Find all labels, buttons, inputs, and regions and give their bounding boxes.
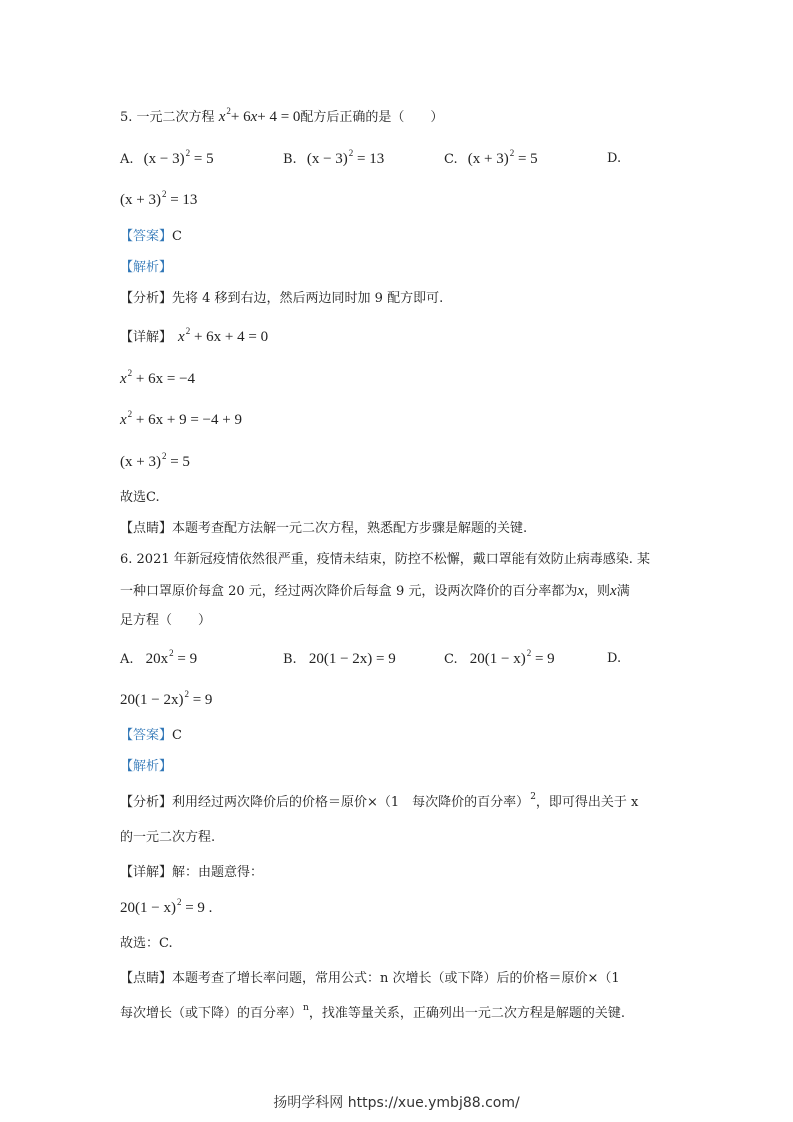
q6-fenxi: 【分析】利用经过两次降价后的价格＝原价×（1 每次降价的百分率）$^2$，即可得出关于 x bbox=[120, 792, 639, 810]
q6-step: $20(1 - x)^2 = 9$ . bbox=[120, 897, 213, 916]
q6-analysis-tag: 【解析】 bbox=[120, 759, 173, 774]
q6-dianjing: 【点睛】本题考查了增长率问题，常用公式：n 次增长（或下降）后的价格＝原价×（1 bbox=[120, 971, 620, 986]
q5-option-a: A. $(x - 3)^2 = 5$ bbox=[120, 148, 214, 167]
q5-stem-text-2: 配方后正确的是（ ） bbox=[300, 110, 444, 125]
q6-option-d: $20(1 - 2x)^2 = 9$ bbox=[120, 689, 213, 708]
q5-analysis-tag: 【解析】 bbox=[120, 260, 173, 275]
q6-xiangjie: 【详解】解：由题意得： bbox=[120, 865, 264, 880]
q6-answer: 【答案】C bbox=[120, 728, 182, 743]
q5-stem bbox=[120, 108, 443, 127]
q5-option-c: C. $(x + 3)^2 = 5$ bbox=[444, 148, 538, 167]
q6-option-b: B. 20(1 − 2x) = 9 bbox=[283, 651, 396, 667]
q6-option-c: C. $20(1 - x)^2 = 9$ bbox=[444, 648, 555, 667]
q5-option-d: $(x + 3)^2 = 13$ bbox=[120, 189, 198, 208]
q6-option-d-label: D. bbox=[607, 651, 622, 666]
q6-option-a: A. $20x^2 = 9$ bbox=[120, 648, 198, 667]
q5-dianjing: 【点睛】本题考查配方法解一元二次方程，熟悉配方步骤是解题的关键. bbox=[120, 521, 528, 536]
q5-option-d-label: D. bbox=[607, 151, 622, 166]
q5-step-3: $x^2 + 6x + 9 = -4 + 9$ bbox=[120, 409, 242, 428]
q6-stem-line-1: 6. 2021 年新冠疫情依然很严重，疫情未结束，防控不松懈，戴口罩能有效防止病毒感染. 某 bbox=[120, 552, 651, 567]
q5-answer: 【答案】C bbox=[120, 229, 182, 244]
q6-stem-line-3: 足方程（ ） bbox=[120, 613, 212, 628]
page-footer-watermark: 扬明学科网 https://xue.ymbj88.com/ bbox=[273, 1095, 520, 1111]
q6-dianjing-line-2: 每次增长（或下降）的百分率）$^n$，找准等量关系，正确列出一元二次方程是解题的关键. bbox=[120, 1003, 625, 1021]
q5-conclusion: 故选C. bbox=[120, 490, 160, 505]
q5-equation: $x^2+ 6x+ 4 = 0$ bbox=[218, 106, 301, 125]
q6-stem-line-2: 一种口罩原价每盒 20 元，经过两次降价后每盒 9 元，设两次降价的百分率都为x，则x满 bbox=[120, 583, 630, 599]
q5-step-2: $x^2 + 6x = -4$ bbox=[120, 368, 196, 387]
q5-step-4: $(x + 3)^2 = 5$ bbox=[120, 451, 190, 470]
q5-xiangjie: 【详解】 $x^2 + 6x + 4 = 0$ bbox=[120, 326, 269, 345]
q5-option-b: B. $(x - 3)^2 = 13$ bbox=[283, 148, 385, 167]
q5-fenxi: 【分析】先将 4 移到右边，然后两边同时加 9 配方即可. bbox=[120, 291, 444, 306]
q6-fenxi-line-2: 的一元二次方程. bbox=[120, 830, 216, 845]
q5-stem-text: 5. 一元二次方程 bbox=[120, 110, 215, 125]
q6-conclusion: 故选：C. bbox=[120, 936, 173, 951]
